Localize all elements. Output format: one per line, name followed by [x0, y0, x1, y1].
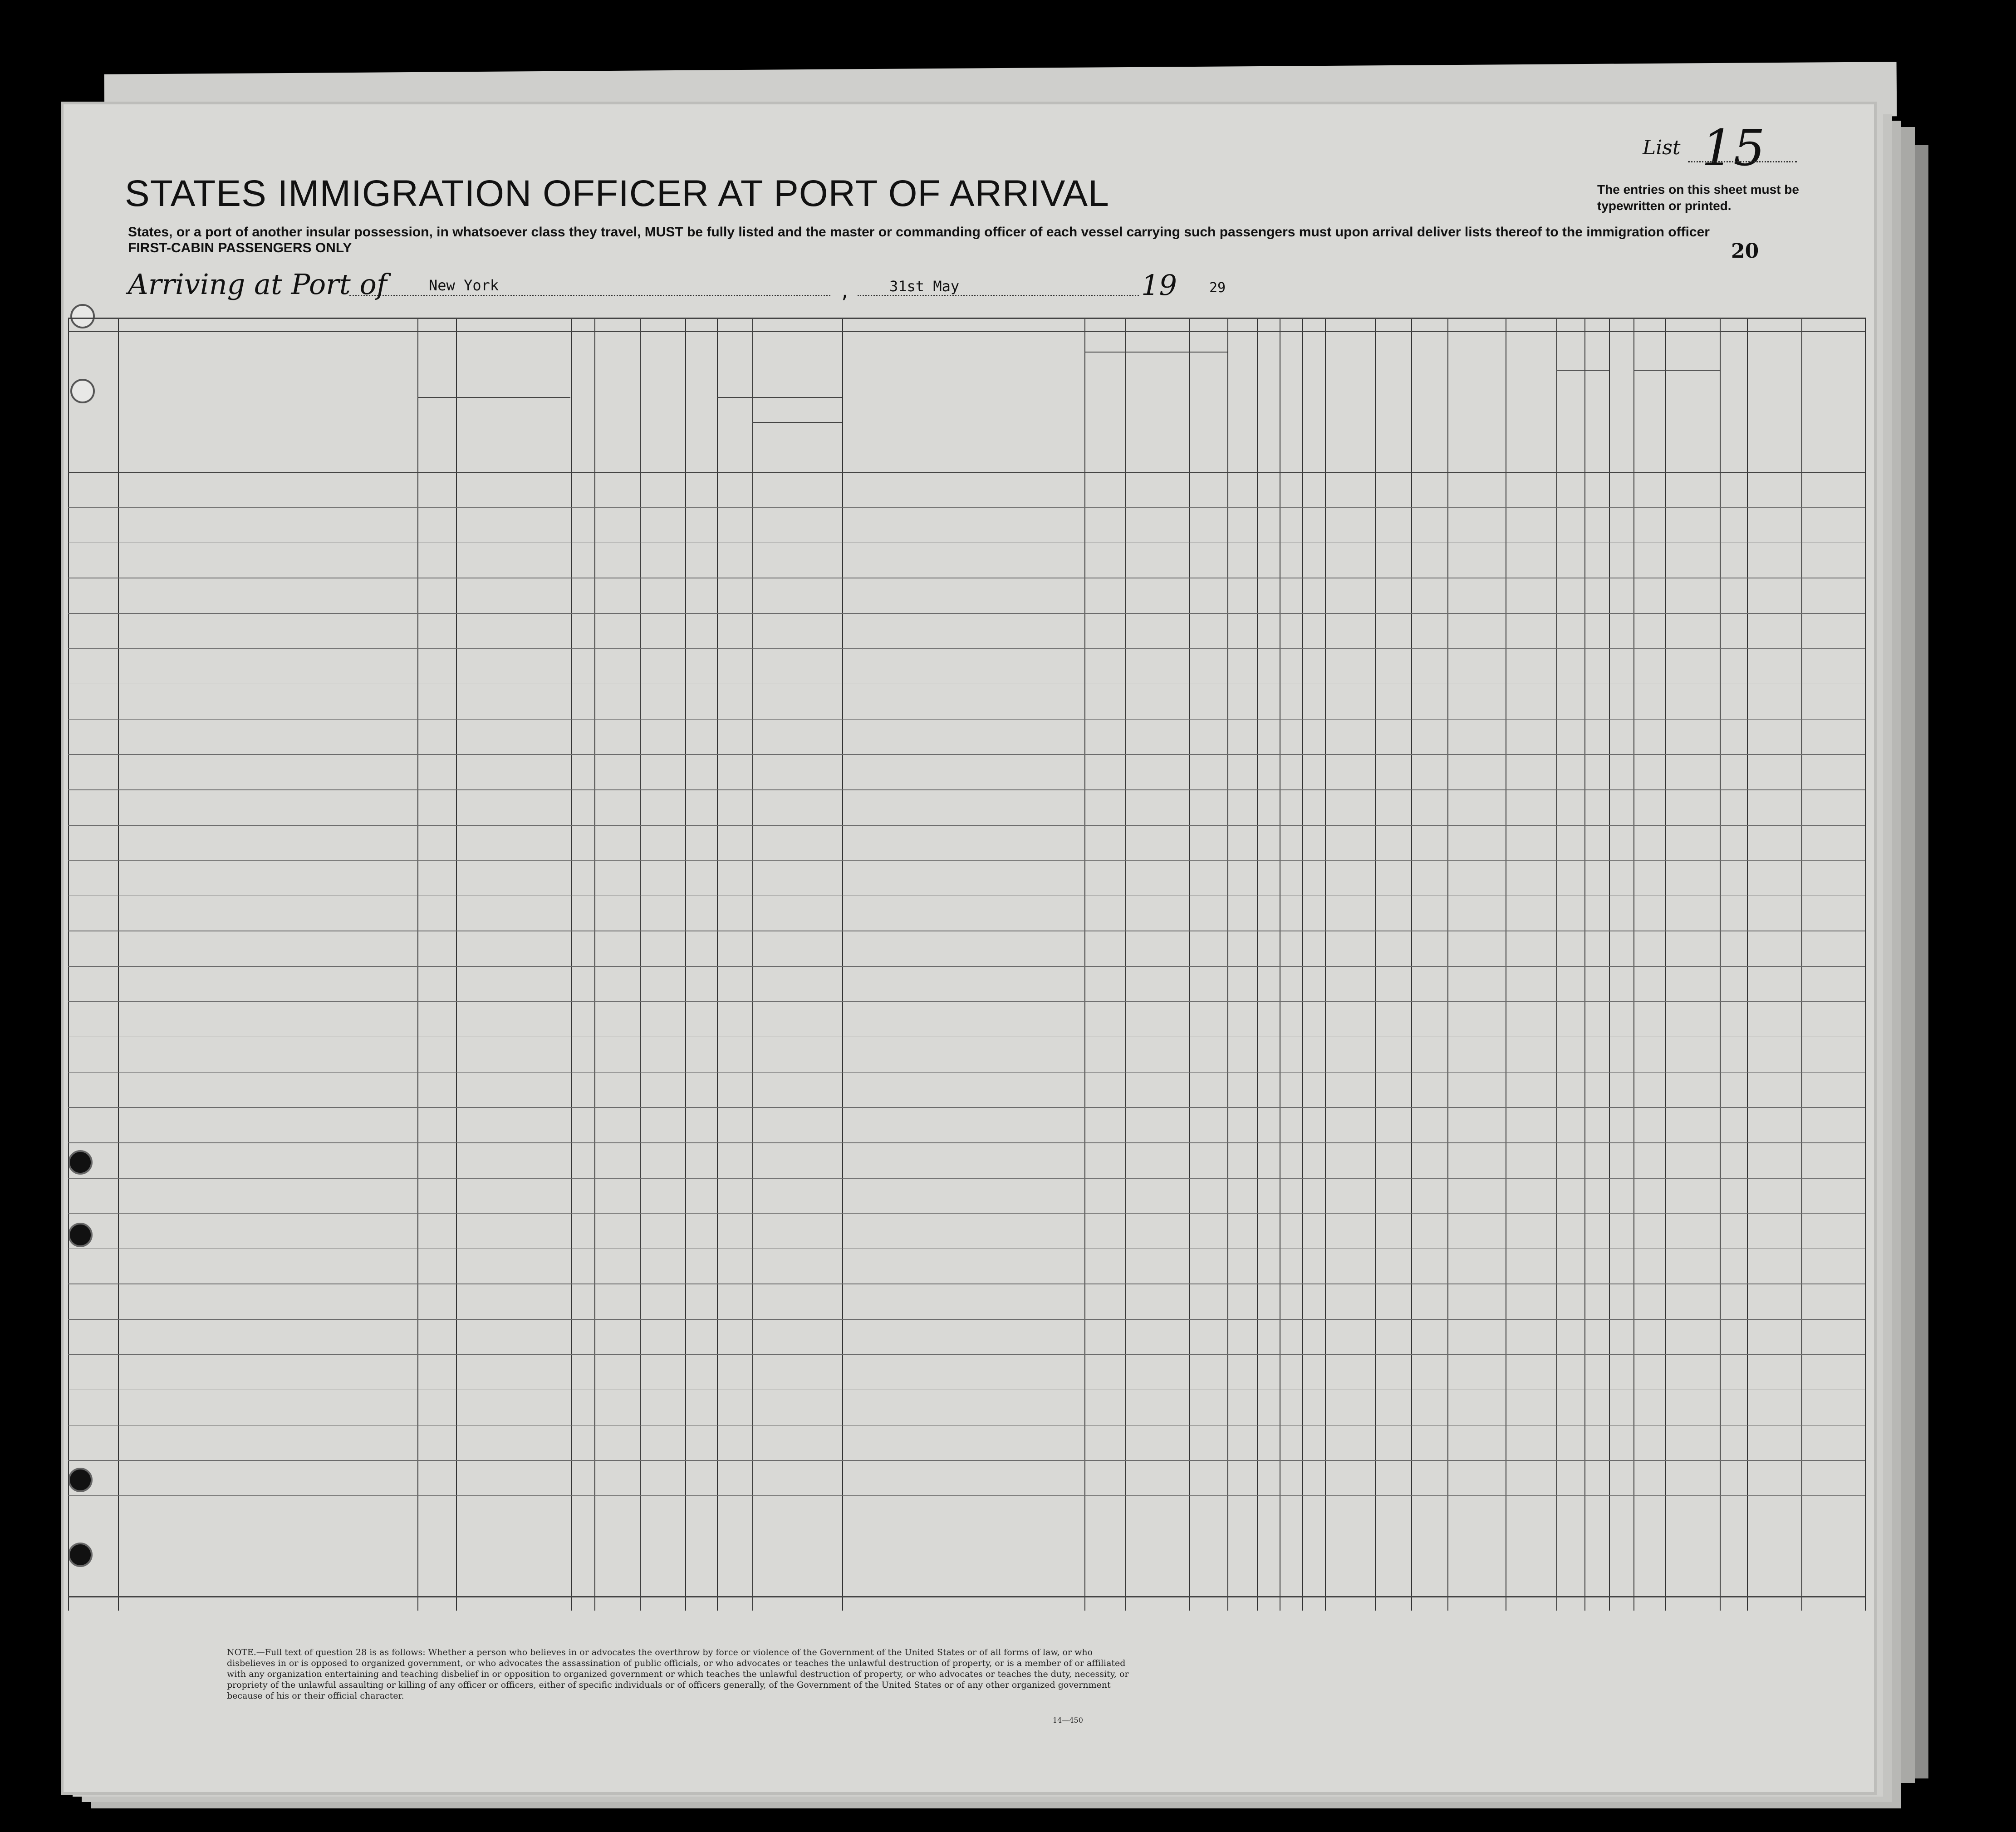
column-rule — [1125, 318, 1126, 1611]
column-rule — [1633, 318, 1634, 1611]
column-rule — [1720, 318, 1721, 1611]
year-suffix: 29 — [1209, 280, 1226, 296]
row-rule — [68, 1354, 1865, 1355]
column-rule — [1227, 318, 1228, 1611]
column-rule — [1665, 318, 1666, 1611]
height-rule — [1556, 370, 1609, 371]
row-rule — [68, 543, 1865, 544]
row-rule — [68, 1072, 1865, 1073]
date-value: 31st May — [889, 278, 960, 295]
before-us-rule — [717, 397, 842, 398]
column-rule — [1609, 318, 1610, 1611]
color-rule — [1633, 370, 1720, 371]
column-rule — [1801, 318, 1802, 1611]
purpose-rule — [1084, 352, 1227, 353]
column-rule — [1375, 318, 1376, 1611]
row-rule — [68, 719, 1865, 720]
row-rule — [68, 1001, 1865, 1002]
row-rule — [68, 684, 1865, 685]
row-rule — [68, 789, 1865, 790]
table-bottom-rule — [68, 1596, 1865, 1597]
comma: , — [839, 281, 851, 302]
row-rule — [68, 1390, 1865, 1391]
column-rule — [1325, 318, 1326, 1611]
instruction-line: States, or a port of another insular possession, in whatsoever class they travel, MUST be fully listed and the master or commanding officer of each vessel carrying such passengers must upon arrival deliver lists thereof to the immigration officer — [128, 225, 1710, 240]
column-rule — [417, 318, 418, 1611]
arriving-label: Arriving at Port of — [128, 268, 387, 301]
row-rule — [68, 1142, 1865, 1143]
column-rule — [594, 318, 595, 1611]
column-rule — [1302, 318, 1303, 1611]
column-rule — [717, 318, 718, 1611]
column-rule — [1411, 318, 1412, 1611]
year-prefix: 19 — [1141, 269, 1177, 302]
date-line — [858, 295, 1139, 296]
sheet-number: 20 — [1731, 240, 1759, 263]
column-rule — [1447, 318, 1448, 1611]
column-rule — [1257, 318, 1258, 1611]
row-rule — [68, 754, 1865, 755]
row-rule — [68, 860, 1865, 861]
row-rule — [68, 825, 1865, 826]
column-number-rule — [68, 331, 1865, 332]
port-value: New York — [429, 277, 499, 294]
column-rule — [685, 318, 686, 1611]
column-rule — [1584, 318, 1585, 1611]
list-number: 15 — [1702, 119, 1765, 177]
form-number: 14—450 — [1053, 1716, 1083, 1724]
column-rule — [456, 318, 457, 1611]
row-rule — [68, 1425, 1865, 1426]
passenger-class: FIRST-CABIN PASSENGERS ONLY — [128, 240, 352, 255]
table-top-rule — [68, 318, 1865, 319]
row-rule — [68, 507, 1865, 508]
row-rule — [68, 1283, 1865, 1284]
manifest-table — [68, 318, 1865, 1611]
row-rule — [68, 1319, 1865, 1320]
column-rule — [1189, 318, 1190, 1611]
row-rule — [68, 1107, 1865, 1108]
column-rule — [1747, 318, 1748, 1611]
header-bottom-rule — [68, 472, 1865, 473]
page-title: STATES IMMIGRATION OFFICER AT PORT OF ARRIVAL — [125, 173, 1109, 214]
if-yes-rule — [752, 422, 842, 423]
column-rule — [640, 318, 641, 1611]
row-rule — [68, 613, 1865, 614]
final-destination-rule — [417, 397, 570, 398]
column-rule — [1556, 318, 1557, 1611]
list-label: List — [1643, 136, 1681, 159]
row-rule — [68, 1495, 1865, 1496]
column-rule — [752, 318, 753, 1611]
column-rule — [842, 318, 843, 1611]
column-rule — [571, 318, 572, 1611]
column-rule — [68, 318, 69, 1611]
row-rule — [68, 1460, 1865, 1461]
row-rule — [68, 1213, 1865, 1214]
port-line — [349, 295, 830, 296]
row-rule — [68, 648, 1865, 649]
row-rule — [68, 1037, 1865, 1038]
list-number-line — [1688, 161, 1797, 162]
column-rule — [1865, 318, 1866, 1611]
entries-note: The entries on this sheet must be typewritten or printed. — [1597, 182, 1799, 213]
column-rule — [118, 318, 119, 1611]
row-rule — [68, 966, 1865, 967]
row-rule — [68, 1178, 1865, 1179]
footnote-question-28: NOTE.—Full text of question 28 is as follows: Whether a person who believes in or advocates the overthrow by force or violence of the Government of the United States or of all forms of law, or who disbelieves in or is opposed to organized government, or who advocates the assassination of public officials, or who advocates or teaches the unlawful destruction of property, or is a member of or affiliated with any organization entertaining and teaching disbelief in or opposition to organized government or which teaches the unlawful destruction of property, or who advocates or teaches the duty, necessity, or propriety of the unlawful assaulting or killing of any officer or officers, either of specific individuals or of officers generally, of the Government of the United States or of any other organized government because of his or their official character. — [227, 1647, 1129, 1701]
column-rule — [1084, 318, 1085, 1611]
